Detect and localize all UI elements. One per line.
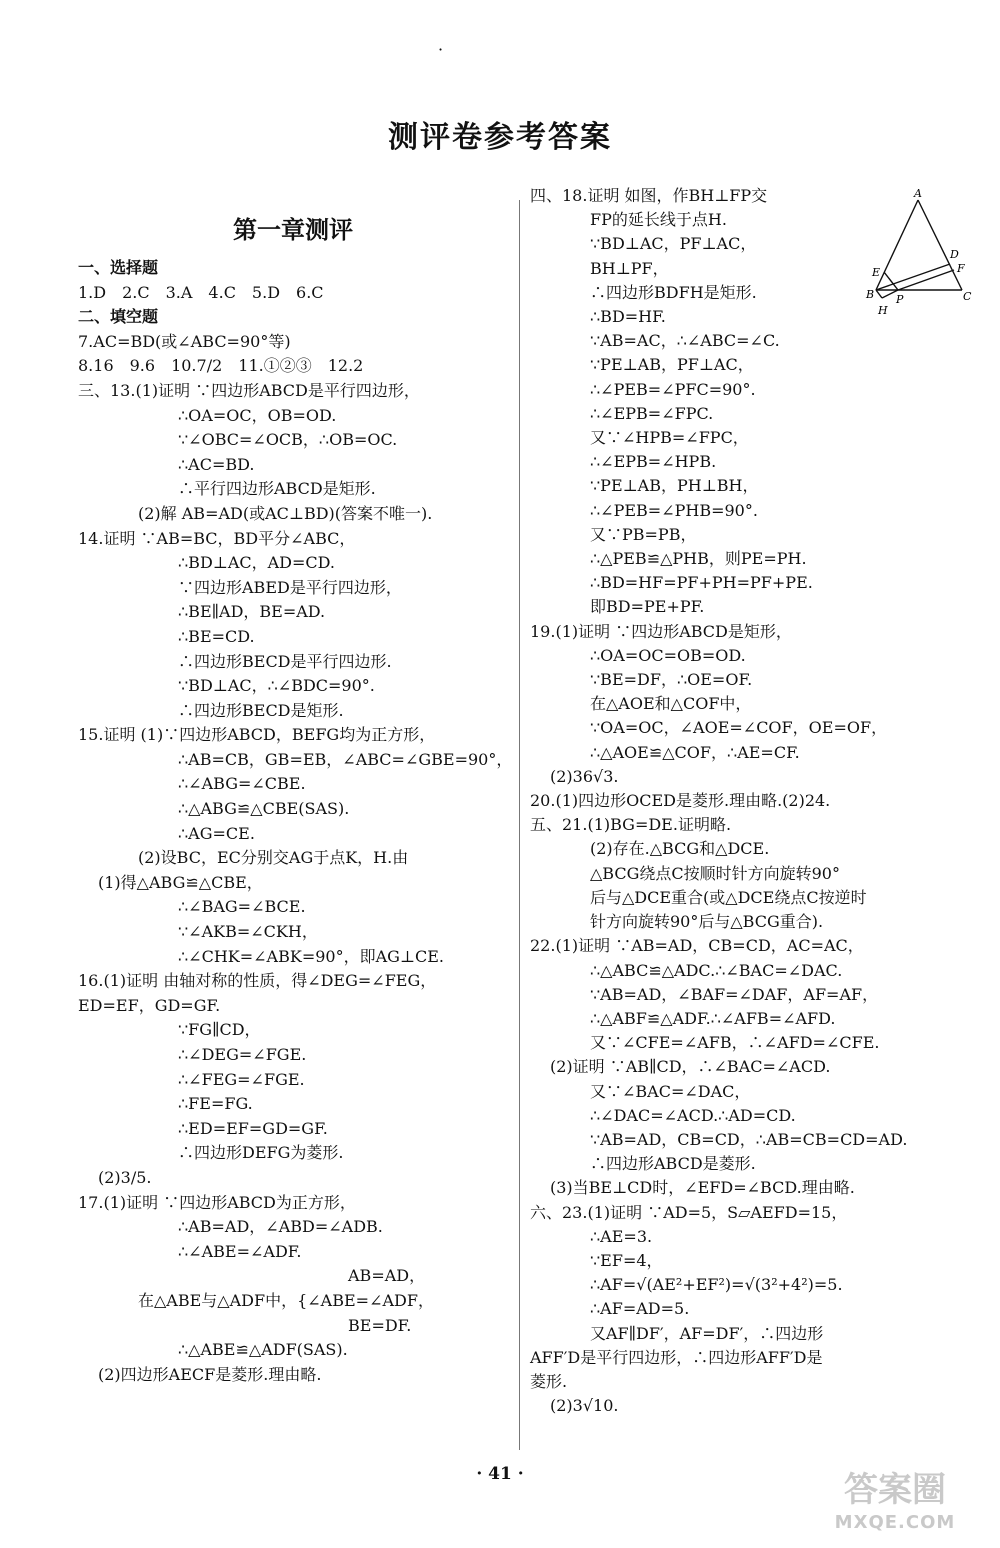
answer-line: 7.AC=BD(或∠ABC=90°等) — [78, 331, 291, 351]
answer-line: ∵∠OBC=∠OCB，∴OB=OC. — [178, 430, 398, 450]
answer-line: ∴△ABC≌△ADC.∴∠BAC=∠DAC. — [590, 960, 843, 980]
answer-line: (3)当BE⊥CD时，∠EFD=∠BCD.理由略. — [550, 1178, 855, 1198]
watermark-line2: MXQE.COM — [834, 1512, 956, 1533]
answer-line: (1)得△ABG≌△CBE， — [98, 872, 263, 892]
answer-line: ∴AG=CE. — [178, 823, 255, 843]
left-column — [78, 184, 513, 1387]
answer-line: ∴∠EPB=∠HPB. — [590, 452, 717, 472]
triangle-figure-svg — [862, 186, 974, 322]
label-h: H — [878, 304, 888, 317]
answer-line: ∴△ABG≌△CBE(SAS). — [178, 799, 350, 819]
answer-line: ∴∠PEB=∠PHB=90°. — [590, 500, 758, 520]
answer-line: ∴BD=HF. — [590, 307, 666, 327]
answer-line: 又∵PB=PB， — [590, 524, 697, 544]
answer-line: ∴BE=CD. — [178, 626, 255, 646]
answer-line: ∵AB=AC，∴∠ABC=∠C. — [590, 331, 780, 351]
answer-line: ∴四边形ABCD是菱形. — [590, 1154, 756, 1174]
answer-line: (2)3√10. — [550, 1396, 619, 1416]
answer-line: ∴BD=HF=PF+PH=PF+PE. — [590, 573, 813, 593]
answer-line: ∵∠AKB=∠CKH， — [178, 922, 318, 942]
answer-line: ∴∠EPB=∠FPC. — [590, 403, 714, 423]
answer-line: ∴∠ABG=∠CBE. — [178, 774, 306, 794]
answer-line: ∴AF=AD=5. — [590, 1299, 690, 1319]
answer-line: ∴四边形BECD是平行四边形. — [178, 651, 392, 671]
answer-line: BE=DF. — [188, 1315, 412, 1335]
answer-line: ∵BE=DF，∴OE=OF. — [590, 670, 753, 690]
answer-line: ∴∠CHK=∠ABK=90°，即AG⊥CE. — [178, 946, 444, 966]
answer-line: 16.(1)证明 由轴对称的性质，得∠DEG=∠FEG， — [78, 971, 437, 991]
answer-line: (2)证明 ∵AB∥CD，∴∠BAC=∠ACD. — [550, 1057, 831, 1077]
answer-line: (2)36√3. — [550, 766, 619, 786]
answer-line: ∴∠ABE=∠ADF. — [178, 1241, 302, 1261]
answer-line: ∵FG∥CD， — [178, 1020, 261, 1040]
answer-line: ∴△ABE≌△ADF(SAS). — [178, 1340, 348, 1360]
answer-line: ∴AB=AD，∠ABD=∠ADB. — [178, 1217, 383, 1237]
answer-line: ∴四边形DEFG为菱形. — [178, 1143, 344, 1163]
answer-line: ∴AB=CB，GB=EB，∠ABC=∠GBE=90°， — [178, 749, 513, 769]
answer-line: ∴∠DEG=∠FGE. — [178, 1045, 307, 1064]
watermark-line1: 答案圈 — [844, 1470, 946, 1510]
answer-line: ∵EF=4， — [590, 1250, 663, 1270]
answer-line: 在△ABE与△ADF中，{∠ABE=∠ADF， — [138, 1290, 434, 1310]
answer-line: 又∵∠CFE=∠AFB，∴∠AFD=∠CFE. — [590, 1033, 880, 1053]
answer-line: 22.(1)证明 ∵AB=AD，CB=CD，AC=AC， — [530, 936, 864, 956]
answer-line: ∴AF=√(AE²+EF²)=√(3²+4²)=5. — [590, 1275, 843, 1295]
answer-line: 二、填空题 — [78, 307, 159, 327]
triangle-figure — [862, 186, 974, 322]
answer-line: (2)四边形AECF是菱形.理由略. — [98, 1364, 322, 1384]
answer-line: 即BD=PE+PF. — [590, 597, 705, 617]
answer-line: 又∵∠BAC=∠DAC， — [590, 1081, 751, 1101]
answer-line: ∴四边形BECD是矩形. — [178, 700, 344, 720]
answer-line: ∴OA=OC=OB=OD. — [590, 645, 746, 665]
page-number: · 41 · — [476, 1464, 524, 1484]
answer-line: △BCG绕点C按顺时针方向旋转90° — [590, 863, 840, 883]
chapter-title: 第一章测评 — [233, 216, 353, 244]
answer-line: ∴∠DAC=∠ACD.∴AD=CD. — [590, 1105, 796, 1125]
side-ac — [918, 200, 962, 290]
answer-line: ∴AE=3. — [590, 1226, 653, 1246]
answer-line: 后与△DCE重合(或△DCE绕点C按逆时 — [590, 887, 867, 907]
answer-line: (2)存在.△BCG和△DCE. — [590, 839, 770, 859]
answer-line: 在△AOE和△COF中， — [590, 694, 752, 714]
side-ab — [876, 200, 918, 290]
label-f: F — [957, 262, 965, 275]
answer-line: ∴OA=OC，OB=OD. — [178, 405, 337, 425]
answer-line: ED=EF，GD=GF. — [78, 995, 221, 1015]
answer-line: ∴AC=BD. — [178, 454, 255, 474]
answer-line: ∴四边形BDFH是矩形. — [590, 282, 757, 302]
answer-line: ∴∠PEB=∠PFC=90°. — [590, 379, 756, 399]
answer-line: 三、13.(1)证明 ∵四边形ABCD是平行四边形， — [78, 380, 420, 400]
page-title: 测评卷参考答案 — [388, 120, 612, 155]
answer-line: ∵AB=AD，∠BAF=∠DAF，AF=AF， — [590, 984, 879, 1004]
label-a: A — [914, 187, 922, 200]
answer-line: ∵BD⊥AC，∴∠BDC=90°. — [178, 676, 375, 696]
label-e: E — [872, 266, 881, 279]
watermark-logo — [800, 1470, 990, 1540]
answer-line: ∴△ABF≌△ADF.∴∠AFB=∠AFD. — [590, 1008, 836, 1028]
answer-line: ∴△AOE≌△COF，∴AE=CF. — [590, 742, 800, 762]
answer-line: ∵四边形ABED是平行四边形， — [178, 577, 402, 597]
answer-line: ∴平行四边形ABCD是矩形. — [178, 479, 376, 499]
answer-line: 又AF∥DF′，AF=DF′，∴四边形 — [590, 1323, 824, 1343]
answer-line: AFF′D是平行四边形，∴四边形AFF′D是 — [530, 1347, 823, 1367]
label-c: C — [963, 290, 972, 303]
answer-line: (2)3/5. — [98, 1167, 152, 1187]
answer-line: ∵OA=OC，∠AOE=∠COF，OE=OF， — [590, 718, 888, 738]
answer-line: 一、选择题 — [78, 258, 159, 277]
answer-line: ∵AB=AD，CB=CD，∴AB=CB=CD=AD. — [590, 1129, 908, 1149]
answer-line: ∵BD⊥AC，PF⊥AC， — [590, 234, 757, 254]
answer-line: ∴BE∥AD，BE=AD. — [178, 602, 326, 622]
answer-line: 菱形. — [530, 1371, 568, 1391]
answer-line: BH⊥PF， — [590, 258, 669, 278]
answer-line: ∴FE=FG. — [178, 1094, 253, 1114]
answer-line: 15.证明 (1)∵四边形ABCD，BEFG均为正方形， — [78, 725, 436, 745]
answer-line: (2)解 AB=AD(或AC⊥BD)(答案不唯一). — [138, 503, 433, 523]
answer-line: ∵PE⊥AB，PF⊥AC， — [590, 355, 754, 375]
left-answer-lines — [78, 256, 513, 1387]
answer-line: 又∵∠HPB=∠FPC， — [590, 428, 749, 448]
answer-line: 20.(1)四边形OCED是菱形.理由略.(2)24. — [530, 791, 831, 811]
answer-line: 1.D 2.C 3.A 4.C 5.D 6.C — [78, 282, 324, 302]
answer-line: ∴∠FEG=∠FGE. — [178, 1069, 305, 1089]
label-p: P — [896, 293, 904, 306]
answer-line: 四、18.证明 如图，作BH⊥FP交 — [530, 186, 768, 205]
answer-line: 14.证明 ∵AB=BC，BD平分∠ABC， — [78, 528, 356, 548]
answer-line: FP的延长线于点H. — [590, 210, 727, 230]
segment-bh — [876, 290, 882, 298]
answer-line: 17.(1)证明 ∵四边形ABCD为正方形， — [78, 1192, 356, 1212]
answer-line: ∴∠BAG=∠BCE. — [178, 897, 306, 917]
right-column — [530, 184, 970, 1418]
answer-line: ∴△PEB≌△PHB，则PE=PH. — [590, 549, 807, 569]
answer-line: ∴BD⊥AC，AD=CD. — [178, 553, 335, 573]
column-divider — [519, 200, 520, 1450]
answer-line: (2)设BC，EC分别交AG于点K，H.由 — [138, 848, 409, 868]
answer-line: 六、23.(1)证明 ∵AD=5，S▱AEFD=15， — [530, 1202, 848, 1222]
label-d: D — [950, 248, 959, 261]
answer-line: ∴ED=EF=GD=GF. — [178, 1118, 328, 1138]
right-answer-lines — [530, 184, 970, 1418]
segment-pe — [884, 272, 898, 290]
answer-line: ∵PE⊥AB，PH⊥BH， — [590, 476, 759, 496]
label-b: B — [866, 288, 875, 301]
answer-line: 五、21.(1)BG=DE.证明略. — [530, 815, 732, 835]
answer-line: 19.(1)证明 ∵四边形ABCD是矩形， — [530, 621, 792, 641]
top-mark: · — [438, 40, 444, 59]
answer-line: 针方向旋转90°后与△BCG重合). — [590, 912, 824, 932]
answer-line: AB=AD， — [188, 1266, 426, 1286]
answer-line: 8.16 9.6 10.7/2 11.①②③ 12.2 — [78, 356, 364, 376]
